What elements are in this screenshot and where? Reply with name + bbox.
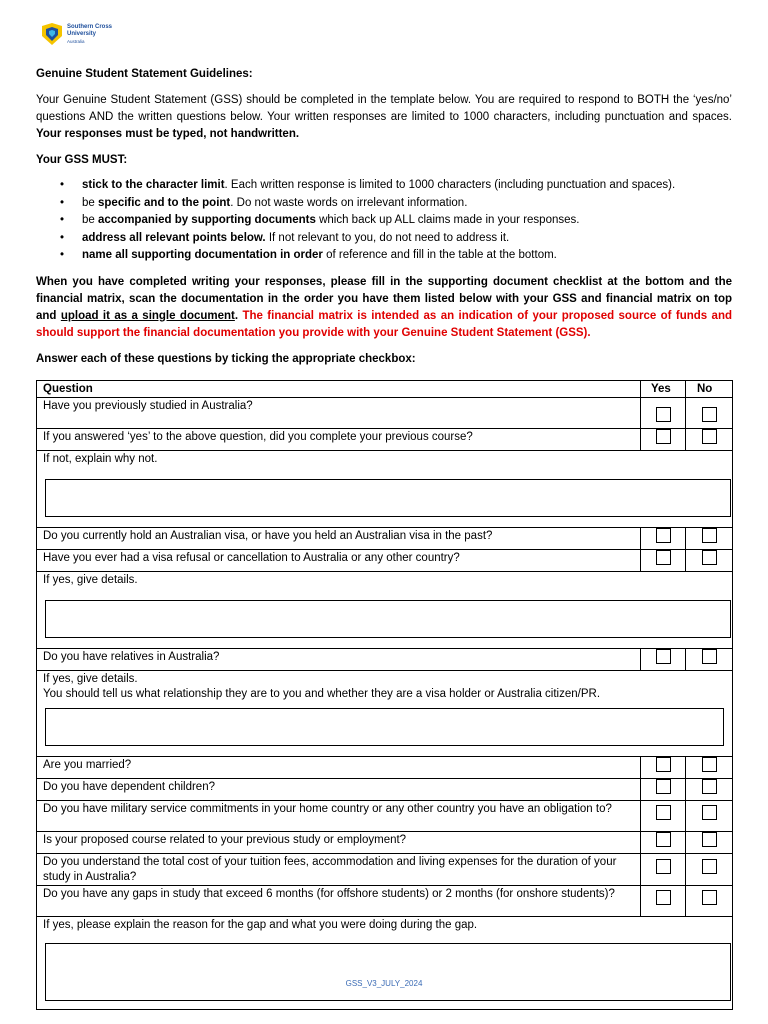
logo-line-2: University [67,30,97,37]
table-row: Do you have relatives in Australia? [37,649,733,671]
financial-matrix-note: The financial matrix is intended as an indication of your proposed source of funds and should support the financial documentation you provide with your Genuine Student Statement (GSS). [36,309,733,339]
yes-checkbox[interactable] [656,805,671,820]
list-item: • address all relevant points below. If not relevant to you, do not need to address it. [36,230,732,248]
header-yes: Yes [641,381,686,398]
must-heading: Your GSS MUST: [36,154,128,166]
response-textbox[interactable] [45,708,724,746]
table-row: Do you have military service commitments in your home country or any other country you have an obligation to? [37,801,733,832]
table-row: If yes, give details. You should tell us what relationship they are to you and whether they are a visa holder or Australia citizen/PR. [37,671,733,757]
rules-list [36,177,732,265]
list-item: • stick to the character limit. Each written response is limited to 1000 characters (including punctuation and spaces). [36,177,732,195]
header-question: Question [37,381,641,398]
yes-checkbox[interactable] [656,757,671,772]
list-item: • be accompanied by supporting documents which back up ALL claims made in your responses. [36,212,732,230]
no-checkbox[interactable] [702,429,717,444]
response-textbox[interactable] [45,943,731,1001]
table-row: Do you understand the total cost of your tuition fees, accommodation and living expenses for the duration of your study in Australia? [37,854,733,886]
logo-line-3: Australia [67,38,85,44]
table-row: If yes, please explain the reason for the gap and what you were doing during the gap. [37,917,733,1010]
yes-checkbox[interactable] [656,550,671,565]
intro-bold: Your responses must be typed, not handwritten. [36,128,300,140]
table-row: Have you previously studied in Australia? [37,398,733,429]
yes-checkbox[interactable] [656,832,671,847]
table-row: Are you married? [37,757,733,779]
yes-checkbox[interactable] [656,649,671,664]
list-item: • be specific and to the point. Do not waste words on irrelevant information. [36,195,732,213]
guidelines-section [36,66,732,368]
upload-emphasis: upload it as a single document [60,309,235,322]
table-row: Do you have any gaps in study that exceed 6 months (for offshore students) or 2 months (for onshore students)? [37,886,733,917]
table-row: Do you have dependent children? [37,779,733,801]
intro-text: Your Genuine Student Statement (GSS) should be completed in the template below. You are required to respond to BOTH the ‘yes/no’ questions AND the written questions below. Your written responses are limited to 1000 characters, including punctuation and spaces. [36,94,732,123]
yes-checkbox[interactable] [656,779,671,794]
no-checkbox[interactable] [702,859,717,874]
no-checkbox[interactable] [702,890,717,905]
page-title: Genuine Student Statement Guidelines: [36,68,253,80]
logo-line-1: Southern Cross [67,23,113,30]
yes-checkbox[interactable] [656,890,671,905]
table-row: If yes, give details. [37,572,733,649]
answer-heading: Answer each of these questions by ticking the appropriate checkbox: [36,352,416,365]
university-logo [40,22,112,46]
yes-checkbox[interactable] [656,528,671,543]
list-item: • name all supporting documentation in order of reference and fill in the table at the bottom. [36,247,732,265]
response-textbox[interactable] [45,479,731,517]
yes-checkbox[interactable] [656,859,671,874]
table-row: Is your proposed course related to your previous study or employment? [37,832,733,854]
table-header-row [37,381,733,398]
response-textbox[interactable] [45,600,731,638]
no-checkbox[interactable] [702,832,717,847]
questions-table [36,380,733,1010]
no-checkbox[interactable] [702,757,717,772]
table-row: If not, explain why not. [37,451,733,528]
table-row: Have you ever had a visa refusal or cancellation to Australia or any other country? [37,550,733,572]
table-row: Do you currently hold an Australian visa, or have you held an Australian visa in the past? [37,528,733,550]
document-version-footer: GSS_V3_JULY_2024 [345,979,423,988]
yes-checkbox[interactable] [656,407,671,422]
no-checkbox[interactable] [702,528,717,543]
logo-shield-icon [40,22,64,46]
yes-checkbox[interactable] [656,429,671,444]
header-no: No [686,381,733,398]
submission-instructions: When you have completed writing your responses, please fill in the supporting document checklist at the bottom and the financial matrix, scan the documentation in the order you have them listed below with your GSS and financial matrix on top and upload it as a single document. The financial matrix is intended as an indication of your proposed source of funds and should support the financial documentation you provide with your Genuine Student Statement (GSS). [36,275,733,339]
intro-paragraph [36,92,732,143]
no-checkbox[interactable] [702,779,717,794]
no-checkbox[interactable] [702,805,717,820]
no-checkbox[interactable] [702,550,717,565]
no-checkbox[interactable] [702,407,717,422]
no-checkbox[interactable] [702,649,717,664]
table-row: If you answered ‘yes’ to the above question, did you complete your previous course? [37,429,733,451]
